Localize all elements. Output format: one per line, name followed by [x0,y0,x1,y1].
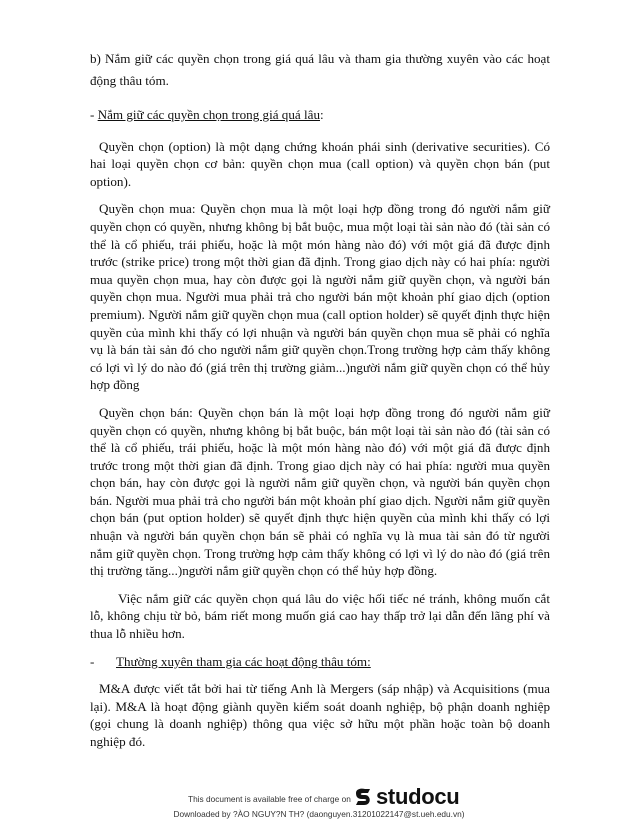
subheading-acquisitions [90,653,550,671]
subheading-options [90,106,550,124]
subheading-colon: : [320,107,324,122]
paragraph-put-option: Quyền chọn bán: Quyền chọn bán là một loại hợp đồng trong đó người nắm giữ quyền chọn có quyền, nhưng không bị bắt buộc, bán một loại tài sản nào đó (tài sản có thể là cổ phiếu, trái phiếu, hoặc là một món hàng nào đó) với một giá đã được định trước trong một thời gian đã định. Trong giao dịch này có hai phía: người mua quyền chọn bán, hay còn được gọi là người nắm giữ quyền chọn, và người bán quyền chọn bán. Người mua phải trả cho người bán một khoản phí giao dịch. Người nắm giữ quyền chọn bán (put option holder) sẽ quyết định thực hiện quyền của mình khi thấy có lợi nhuận và người bán quyền chọn bán sẽ phải có nghĩa vụ là mua tài sản đó từ người nắm giữ quyền chọn. Trong trường hợp cảm thấy không có lợi vì lý do nào đó (giá trên thị trường tăng...)người nắm giữ quyền chọn có thể hủy hợp đồng. [90,404,550,579]
subheading-dash: - [90,653,95,669]
subheading-acquisitions-title: Thường xuyên tham gia các hoạt động thâu tóm: [116,653,371,669]
document-body [90,48,550,751]
studocu-logo[interactable] [352,784,459,810]
paragraph-option-definition: Quyền chọn (option) là một dạng chứng khoán phái sinh (derivative securities). Có hai loại quyền chọn cơ bản: quyền chọn mua (call option) và quyền chọn bán (put option). [90,138,550,189]
page-footer [0,776,638,826]
studocu-logo-icon [352,786,374,808]
paragraph-call-option: Quyền chọn mua: Quyền chọn mua là một loại hợp đồng trong đó người nắm giữ quyền chọn có quyền, nhưng không bị bắt buộc, mua một loại tài sản nào đó (tài sản có thể là cổ phiếu, trái phiếu, hoặc là một món hàng nào đó) với một giá đã được định trước (strike price) trong một thời gian đã định. Trong giao dịch này có hai phía: người mua quyền chọn mua, hay còn được gọi là người nắm giữ quyền chọn, và người bán quyền chọn mua. Người mua phải trả cho người bán một khoản phí giao dịch (option premium). Người nắm giữ quyền chọn mua (call option holder) sẽ quyết định thực hiện quyền của mình khi thấy có lợi nhuận và người bán quyền chọn mua sẽ phải có nghĩa vụ là bán tài sản đó cho người nắm giữ quyền chọn.Trong trường hợp cảm thấy không có lợi vì lý do nào đó (giá trên thị trường giảm...)người nắm giữ quyền chọn có thể hủy hợp đồng [90,201,550,393]
subheading-options-title: Nắm giữ các quyền chọn trong giá quá lâu [97,107,320,122]
studocu-logo-text: studocu [376,784,460,809]
download-notice: Downloaded by ?ÀO NGUY?N TH? (daonguyen.31201022147@st.ueh.edu.vn) [173,809,465,819]
paragraph-mna-definition: M&A được viết tắt bởi hai từ tiếng Anh là Mergers (sáp nhập) và Acquisitions (mua lại). M&A là hoạt động giành quyền kiểm soát doanh nghiệp, bộ phận doanh nghiệp (gọi chung là doanh nghiệp) thông qua việc sở hữu một phần hoặc toàn bộ doanh nghiệp đó. [90,681,550,749]
paragraph-holding-too-long: Việc nắm giữ các quyền chọn quá lâu do việc hối tiếc né tránh, không muốn cắt lỗ, không chịu từ bỏ, bám riết mong muốn giá cao hay thấp trở lại dẫn đến lãng phí và thua lỗ nhiều hơn. [90,590,550,642]
subheading-dash: - [90,107,98,122]
section-heading-b: b) Nắm giữ các quyền chọn trong giá quá lâu và tham gia thường xuyên vào các hoạt động thâu tóm. [90,51,550,88]
availability-notice: This document is available free of charge on [188,794,351,804]
